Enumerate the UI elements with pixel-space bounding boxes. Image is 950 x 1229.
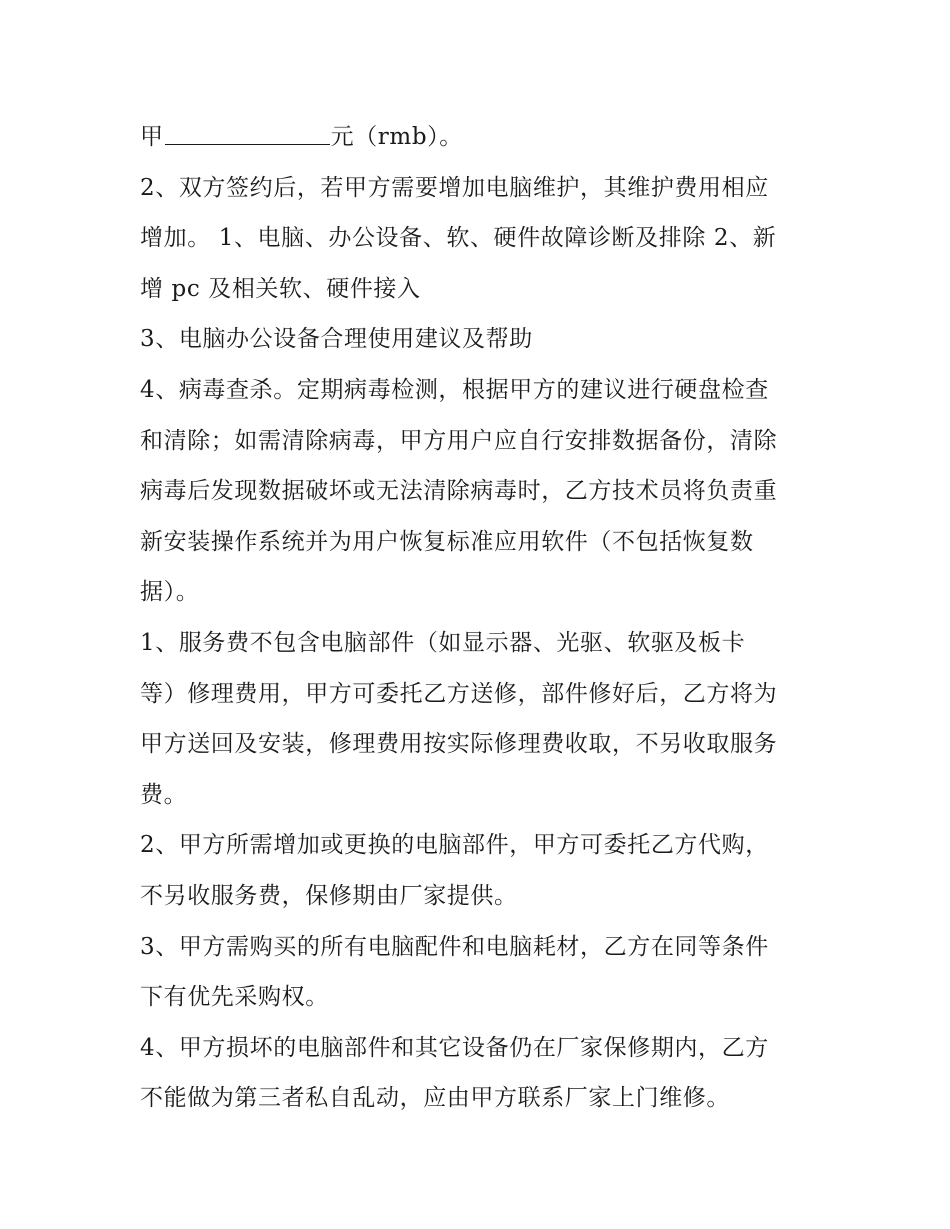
text-line: 不能做为第三者私自乱动，应由甲方联系厂家上门维修。 [140, 1085, 730, 1112]
text-line: 3、甲方需购买的所有电脑配件和电脑耗材，乙方在同等条件 [140, 933, 769, 960]
text-line: 下有优先采购权。 [140, 984, 329, 1011]
text-line: 等）修理费用，甲方可委托乙方送修，部件修好后，乙方将为 [140, 680, 778, 707]
text-line: 新安装操作系统并为用户恢复标准应用软件（不包括恢复数 [140, 528, 754, 555]
text-line: 增 pc 及相关软、硬件接入 [140, 275, 421, 302]
text-line: 据）。 [140, 579, 200, 606]
amount-suffix: 元（rmb）。 [330, 124, 463, 150]
amount-blank-field [165, 122, 330, 145]
text-line: 3、电脑办公设备合理使用建议及帮助 [140, 326, 533, 353]
text-line: 4、甲方损坏的电脑部件和其它设备仍在厂家保修期内，乙方 [140, 1034, 769, 1061]
text-line: 费。 [140, 781, 188, 808]
document-body [140, 112, 812, 1124]
text-line: 增加。 1、电脑、办公设备、软、硬件故障诊断及排除 2、新 [140, 225, 777, 252]
text-line-amount [140, 112, 812, 163]
text-line: 不另收服务费，保修期由厂家提供。 [140, 882, 518, 909]
text-line: 2、双方签约后，若甲方需要增加电脑维护，其维护费用相应 [140, 174, 769, 201]
text-line: 2、甲方所需增加或更换的电脑部件，甲方可委托乙方代购， [140, 832, 769, 859]
text-line: 甲方送回及安装，修理费用按实际修理费收取，不另收取服务 [140, 731, 778, 758]
text-line: 和清除；如需清除病毒，甲方用户应自行安排数据备份，清除 [140, 427, 778, 454]
text-line: 病毒后发现数据破坏或无法清除病毒时，乙方技术员将负责重 [140, 478, 778, 505]
text-line: 1、服务费不包含电脑部件（如显示器、光驱、软驱及板卡 [140, 629, 746, 656]
text-line: 4、病毒查杀。定期病毒检测，根据甲方的建议进行硬盘检查 [140, 376, 769, 403]
amount-prefix: 甲 [140, 124, 164, 150]
